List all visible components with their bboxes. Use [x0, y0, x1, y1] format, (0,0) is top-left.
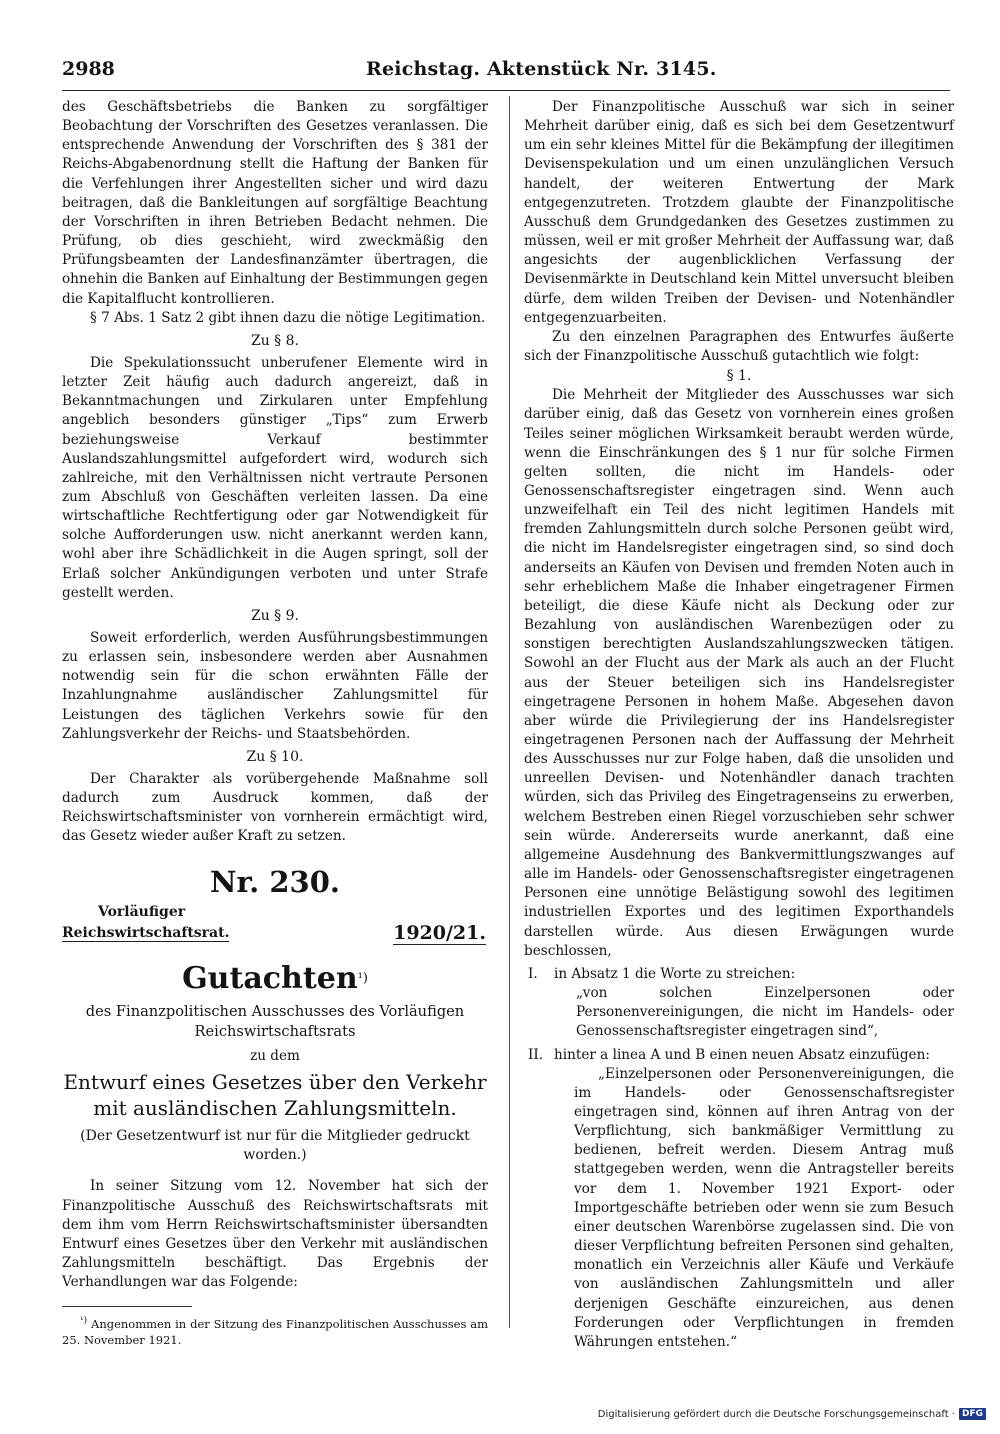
document-title	[62, 960, 488, 998]
section-text-zu-9: Soweit erforderlich, werden Ausführungsbestimmungen zu erlassen sein, insbesondere werden aber Ausnahmen notwendig sein für die schon erwähnten Fälle der Inzahlungnahme ausländischer Zahlungsmittel für Leistungen des täglichen Verkehrs sowie für den Zahlungsverkehr der Reichs- und Staatsbehörden.	[62, 629, 488, 742]
list-text: hinter a linea A und B einen neuen Absatz einzufügen:	[554, 1046, 930, 1063]
header-rule	[62, 90, 950, 91]
list-number: II.	[528, 1046, 544, 1063]
zu-dem-line: zu dem	[250, 1048, 300, 1065]
credit-text: Digitalisierung gefördert durch die Deutsche Forschungsgemeinschaft ·	[597, 1408, 955, 1420]
section-heading-par-1: § 1.	[726, 368, 752, 385]
session-year: 1920/21.	[393, 922, 486, 945]
footnote-rule	[62, 1306, 192, 1307]
running-title: Reichstag. Aktenstück Nr. 3145.	[366, 58, 717, 80]
footnote	[62, 1313, 488, 1348]
section-heading-zu-9: Zu § 9.	[250, 607, 299, 624]
intro-paragraph: In seiner Sitzung vom 12. November hat sich der Finanzpolitische Ausschuß des Reichswirtschaftsrats mit dem ihm vom Herrn Reichswirtschaftsminister übersandten Entwurf eines Gesetzes über den Verkehr mit ausländischen Zahlungsmitteln beschäftigt. Das Ergebnis der Verhandlungen war das Folgende:	[62, 1178, 488, 1291]
section-heading-zu-8: Zu § 8.	[250, 332, 299, 349]
body-paragraph: Zu den einzelnen Paragraphen des Entwurfes äußerte sich der Finanzpolitische Ausschuß gutachtlich wie folgt:	[524, 328, 954, 365]
footnote-reference: ¹)	[357, 971, 368, 987]
body-paragraph: § 7 Abs. 1 Satz 2 gibt ihnen dazu die nötige Legitimation.	[90, 309, 486, 326]
footnote-mark: ¹)	[80, 1316, 88, 1327]
subject-title: Entwurf eines Gesetzes über den Verkehr mit ausländischen Zahlungsmitteln.	[63, 1070, 487, 1121]
dfg-logo: DFG	[959, 1408, 986, 1420]
subject-note: (Der Gesetzentwurf ist nur für die Mitglieder gedruckt worden.)	[80, 1128, 470, 1164]
issuer-line-1: Vorläufiger	[98, 904, 186, 921]
committee-line: des Finanzpolitischen Ausschusses des Vorläufigen Reichswirtschaftsrats	[85, 1003, 465, 1041]
column-divider	[509, 96, 510, 1328]
digitization-credit	[598, 1408, 986, 1420]
section-text-zu-10: Der Charakter als vorübergehende Maßnahme soll dadurch zum Ausdruck kommen, daß der Reichswirtschaftsminister von vornherein ermächtigt wird, das Gesetz wieder außer Kraft zu setzen.	[62, 770, 488, 845]
list-item	[524, 1046, 954, 1065]
page-header	[62, 58, 950, 86]
list-item	[524, 965, 954, 984]
section-heading-zu-10: Zu § 10.	[246, 748, 304, 765]
body-paragraph: des Geschäftsbetriebs die Banken zu sorgfältiger Beobachtung der Vorschriften des Gesetzes veranlassen. Die entsprechende Anwendung der Vorschriften des § 381 der Reichs-Abgabenordnung stellt die Haftung der Banken für die Verfehlungen ihrer Angestellten sicher und wird dazu beitragen, daß die Bankleitungen auf sorgfältige Beachtung der Vorschriften in ihren Betrieben Bedacht nehmen. Die Prüfung, ob dies geschieht, wird zweckmäßig den Prüfungsbeamten der Landesfinanzämter übertragen, die ohnehin die Banken auf Einhaltung der Bestimmungen gegen die Kapitalflucht kontrollieren.	[62, 99, 488, 307]
document-number-heading: Nr. 230.	[210, 865, 340, 900]
quoted-text: „Einzelpersonen oder Personenvereinigungen, die im Handels- oder Genossenschaftsregister eingetragen sind, können auf ihren Antrag von der Verpflichtung, sich bankmäßiger Vermittlung zu bedienen, befreit werden. Diesem Antrag muß stattgegeben werden, wenn die Antragsteller bereits vor dem 1. November 1921 Export- oder Importgeschäfte betrieben oder wenn sie zum Besuch einer deutschen Warenbörse zugelassen sind. Die von dieser Verpflichtung befreiten Personen sind gehalten, monatlich ein Verzeichnis aller Käufe und Verkäufe von ausländischen Zahlungsmitteln und aller derjenigen Geschäfte einzureichen, aus denen Forderungen oder Verpflichtungen in fremden Währungen entstehen.“	[574, 1065, 954, 1350]
section-text-par-1: Die Mehrheit der Mitglieder des Ausschusses war sich darüber einig, daß das Gesetz von vornherein eines großen Teiles seiner möglichen Wirksamkeit beraubt werden würde, wenn die Einschränkungen des § 1 nur für solche Firmen gelten sollten, die nicht im Handels- oder Genossenschaftsregister eingetragen sind. Wenn auch unzweifelhaft ein Teil des nicht legitimen Handels mit fremden Zahlungsmitteln durch solche Personen geübt wird, die nicht im Handelsregister eingetragen sind, so sind doch anderseits an Käufen von Devisen und fremden Noten auch in sehr erheblichem Maße die Inhaber eingetragener Firmen beteiligt, die diese Käufe nicht als Deckung oder zur Bezahlung von ausländischen Warenbezügen oder zu sonstigen berechtigten Auslandszahlungszwecken tätigen. Sowohl an der Flucht aus der Mark als auch an der Flucht aus der Steuer beteiligen sich ins Handelsregister eingetragene Personen in hohem Maße. Abgesehen davon aber würde die Privilegierung der ins Handelsregister eingetragenen Personen nach der Auffassung der Mehrheit des Ausschusses nur zur Folge haben, daß die unsoliden und unreellen Devisen- und Notenhändler danach trachten würden, sich das Privileg des Eingetragenseins zu erwerben, welchem Bestreben einen Riegel vorzuschieben sehr schwer sein würde. Andererseits wurde anerkannt, daß eine allgemeine Ausdehnung des Bankvermittlungszwanges auf alle im Handels- oder Genossenschaftsregister eingetragenen Personen eine unnötige Belästigung sowohl des legitimen industriellen Exportes und des legitimen Exporthandels darstellen würde. Aus diesen Erwägungen wurde beschlossen,	[524, 387, 954, 959]
list-text: in Absatz 1 die Worte zu streichen:	[554, 965, 796, 982]
section-text-zu-8: Die Spekulationssucht unberufener Elemente wird in letzter Zeit häufig auch dadurch angereizt, daß in Bekanntmachungen und Zirkularen unter Empfehlung angeblich besonders günstiger „Tips“ zum Erwerb beziehungsweise Verkauf bestimmter Auslandszahlungsmittel aufgefordert wird, wodurch sich zahlreiche, mit den Verhältnissen nicht vertraute Personen zum Abschluß von Geschäften verleiten lassen. Da eine wirtschaftliche Rechtfertigung oder gar Notwendigkeit für solche Aufforderungen usw. nicht anerkannt werden kann, wohl aber ihre Schädlichkeit in die Augen springt, soll der Erlaß solcher Ankündigungen verboten und unter Strafe gestellt werden.	[62, 354, 488, 601]
issuer-row	[62, 904, 488, 948]
list-number: I.	[528, 965, 538, 982]
document-title-text: Gutachten	[182, 961, 358, 997]
left-column	[62, 98, 488, 1373]
page-number: 2988	[62, 58, 115, 80]
body-paragraph: Der Finanzpolitische Ausschuß war sich in seiner Mehrheit darüber einig, daß es sich bei dem Gesetzentwurf um ein sehr kleines Mittel für die Bekämpfung der illegitimen Devisenspekulation und um einen unzulänglichen Versuch handelt, der weiteren Entwertung der Mark entgegenzutreten. Trotzdem glaubte der Finanzpolitische Ausschuß dem Grundgedanken des Gesetzes zustimmen zu müssen, weil er mit großer Mehrheit der Auffassung war, daß angesichts der augenblicklichen Verfassung der Devisenmärkte in Deutschland kein Mittel unversucht bleiben dürfe, dem wilden Treiben der Devisen- und Notenhändler entgegenzuarbeiten.	[524, 99, 954, 326]
right-column	[524, 98, 954, 1350]
quoted-text: „von solchen Einzelpersonen oder Personenvereinigungen, die nicht im Handels- oder Genossenschaftsregister eingetragen sind“,	[576, 985, 954, 1040]
issuer-line-2: Reichswirtschaftsrat.	[62, 925, 230, 942]
footnote-text: Angenommen in der Sitzung des Finanzpolitischen Ausschusses am 25. November 1921.	[62, 1317, 489, 1348]
